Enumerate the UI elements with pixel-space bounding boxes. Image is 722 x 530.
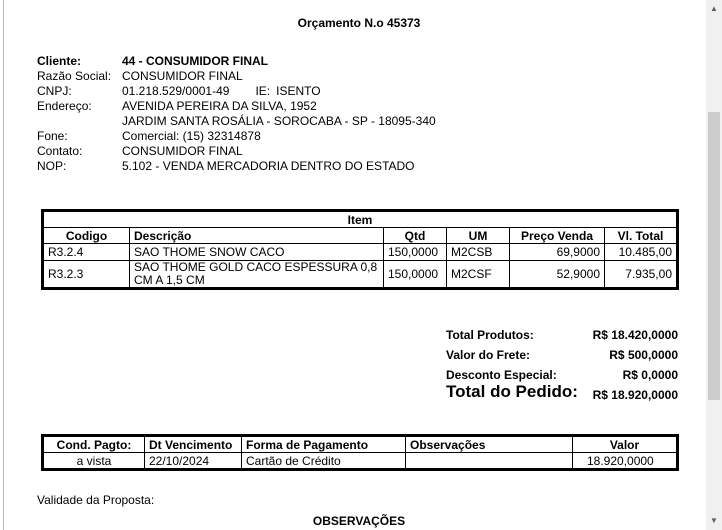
- scroll-down-icon[interactable]: ▼: [710, 516, 718, 525]
- scrollbar-thumb[interactable]: [708, 112, 720, 400]
- cell-observacoes: [406, 453, 573, 469]
- payment-table: [43, 436, 677, 469]
- contato-label: Contato:: [37, 144, 83, 158]
- cell-preco: 69,9000: [510, 244, 605, 261]
- cell-um: M2CSB: [447, 244, 510, 261]
- ie-value: ISENTO: [276, 84, 321, 98]
- items-table: [43, 211, 677, 288]
- totals-block: [446, 322, 678, 402]
- cell-valor: 18.920,0000: [573, 453, 677, 469]
- header-forma-pagamento: Forma de Pagamento: [242, 437, 406, 453]
- header-preco: Preço Venda: [510, 228, 605, 244]
- page-title: Orçamento N.o 45373: [297, 16, 421, 30]
- table-row: [44, 261, 677, 288]
- cell-dt-vencimento: 22/10/2024: [145, 453, 242, 469]
- cell-codigo: R3.2.4: [44, 244, 130, 261]
- cell-vl-total: 7.935,00: [605, 261, 677, 288]
- table-row: [44, 244, 677, 261]
- frete-label: Valor do Frete:: [446, 348, 531, 362]
- endereco-line2: JARDIM SANTA ROSÁLIA - SOROCABA - SP - 18095-340: [122, 114, 436, 128]
- razao-value: CONSUMIDOR FINAL: [122, 69, 243, 83]
- cell-vl-total: 10.485,00: [605, 244, 677, 261]
- header-dt-vencimento: Dt Vencimento: [145, 437, 242, 453]
- validade-label: Validade da Proposta:: [37, 493, 155, 507]
- cell-preco: 52,9000: [510, 261, 605, 288]
- endereco-label: Endereço:: [37, 99, 92, 113]
- cell-descricao: SAO THOME GOLD CACO ESPESSURA 0,8 CM A 1,5 CM: [130, 261, 384, 288]
- header-qtd: Qtd: [384, 228, 447, 244]
- contato-value: CONSUMIDOR FINAL: [122, 144, 243, 158]
- cnpj-value: 01.218.529/0001-49: [122, 84, 230, 98]
- header-um: UM: [447, 228, 510, 244]
- client-label: Cliente:: [37, 54, 82, 68]
- desconto-label: Desconto Especial:: [446, 368, 557, 382]
- client-info: [37, 54, 436, 174]
- total-produtos-label: Total Produtos:: [446, 328, 534, 342]
- endereco-line1: AVENIDA PEREIRA DA SILVA, 1952: [122, 99, 317, 113]
- vertical-scrollbar[interactable]: [706, 0, 722, 530]
- header-observacoes: Observações: [406, 437, 573, 453]
- cell-qtd: 150,0000: [384, 261, 447, 288]
- header-vl-total: Vl. Total: [605, 228, 677, 244]
- cell-qtd: 150,0000: [384, 244, 447, 261]
- nop-value: 5.102 - VENDA MERCADORIA DENTRO DO ESTADO: [122, 159, 415, 173]
- fone-label: Fone:: [37, 129, 68, 143]
- client-value: 44 - CONSUMIDOR FINAL: [122, 54, 269, 68]
- total-produtos-value: R$ 18.420,0000: [592, 328, 678, 342]
- table-row: [44, 453, 677, 469]
- cell-descricao: SAO THOME SNOW CACO: [130, 244, 384, 261]
- header-cond-pagto: Cond. Pagto:: [44, 437, 145, 453]
- cell-um: M2CSF: [447, 261, 510, 288]
- cell-codigo: R3.2.3: [44, 261, 130, 288]
- total-pedido-label: Total do Pedido:: [446, 382, 578, 401]
- total-pedido-value: R$ 18.920,0000: [592, 388, 678, 402]
- cell-cond-pagto: a vista: [44, 453, 145, 469]
- scroll-up-icon[interactable]: ▲: [710, 4, 718, 13]
- ie-label: IE:: [255, 84, 271, 98]
- frete-value: R$ 500,0000: [609, 348, 678, 362]
- razao-label: Razão Social:: [37, 69, 112, 83]
- cnpj-label: CNPJ:: [37, 84, 72, 98]
- cell-forma-pagamento: Cartão de Crédito: [242, 453, 406, 469]
- document-page: [3, 0, 707, 530]
- desconto-value: R$ 0,0000: [622, 368, 678, 382]
- nop-label: NOP:: [37, 159, 67, 173]
- fone-value: Comercial: (15) 32314878: [122, 129, 261, 143]
- observacoes-title: OBSERVAÇÕES: [312, 514, 406, 528]
- header-codigo: Codigo: [44, 228, 130, 244]
- items-caption: Item: [44, 212, 677, 228]
- header-descricao: Descrição: [130, 228, 384, 244]
- header-valor: Valor: [573, 437, 677, 453]
